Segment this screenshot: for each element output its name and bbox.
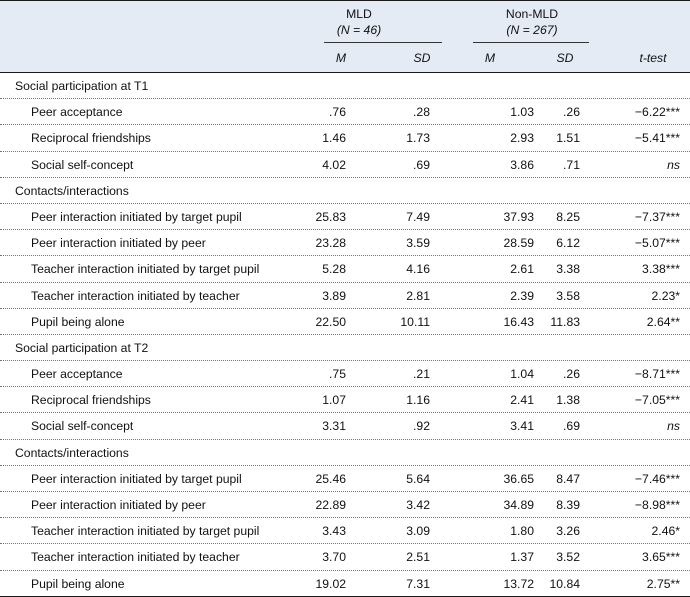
group-mld-n: (N = 46) [336, 23, 382, 37]
cell-t: 2.23* [651, 288, 680, 303]
table-row [0, 152, 690, 178]
table-row [0, 256, 690, 282]
cell-m2: 1.80 [510, 524, 534, 539]
cell-m1: 1.07 [322, 393, 346, 408]
row-label: Teacher interaction initiated by teacher [31, 550, 240, 565]
cell-sd1: 2.81 [406, 288, 430, 303]
cell-t: −6.22*** [634, 105, 680, 120]
cell-sd2: .26 [563, 367, 580, 382]
table-row [0, 361, 690, 387]
cell-sd1: 7.49 [406, 209, 430, 224]
cell-sd2: 1.38 [556, 393, 580, 408]
group-nonmld-n: (N = 267) [506, 23, 558, 37]
cell-t: −7.05*** [634, 393, 680, 408]
cell-sd2: 3.58 [556, 288, 580, 303]
table-row [0, 99, 690, 125]
cell-sd2: 11.83 [550, 314, 580, 329]
cell-sd1: 7.31 [406, 576, 430, 591]
cell-m2: 1.04 [510, 367, 534, 382]
row-label: Reciprocal friendships [31, 131, 151, 146]
cell-m1: .76 [329, 105, 346, 120]
section-row [0, 73, 690, 99]
row-label: Peer interaction initiated by peer [31, 236, 206, 251]
row-label: Social self-concept [31, 419, 134, 434]
section-row [0, 335, 690, 361]
cell-sd2: 1.51 [556, 131, 580, 146]
cell-sd2: .26 [563, 105, 580, 120]
table-row [0, 544, 690, 570]
cell-sd1: 2.51 [406, 550, 430, 565]
cell-m1: 19.02 [315, 576, 346, 591]
cell-sd1: .92 [413, 419, 430, 434]
cell-m2: 1.03 [510, 105, 534, 120]
cell-m1: 3.70 [322, 550, 346, 565]
cell-t: 2.64** [646, 314, 680, 329]
col-header-sd2: SD [556, 51, 574, 65]
cell-t: −8.98*** [634, 498, 680, 512]
table-body [0, 73, 690, 597]
table-row [0, 387, 690, 413]
cell-m1: 25.46 [315, 471, 346, 486]
cell-t: −7.46*** [634, 471, 680, 486]
col-header-sd1: SD [413, 51, 431, 65]
col-header-m1: M [335, 51, 347, 65]
cell-sd1: 3.59 [406, 236, 430, 251]
row-label: Peer interaction initiated by peer [31, 498, 206, 512]
cell-t: 3.65*** [642, 550, 680, 565]
cell-sd1: 4.16 [406, 262, 430, 277]
table-row [0, 413, 690, 439]
section-label: Contacts/interactions [15, 445, 129, 460]
cell-t: ns [667, 419, 680, 434]
cell-m2: 2.41 [510, 393, 534, 408]
table-row [0, 125, 690, 151]
col-header-m2: M [484, 51, 496, 65]
cell-m1: 3.89 [322, 288, 346, 303]
cell-t: ns [667, 157, 680, 172]
cell-t: −7.37*** [634, 209, 680, 224]
group-nonmld-rule [473, 42, 589, 43]
cell-sd2: 3.26 [556, 524, 580, 539]
cell-t: 3.38*** [642, 262, 680, 277]
row-label: Teacher interaction initiated by teacher [31, 288, 240, 303]
cell-m2: 28.59 [503, 236, 534, 251]
cell-m1: 1.46 [322, 131, 346, 146]
table-row [0, 283, 690, 309]
table-row [0, 466, 690, 492]
cell-m1: .75 [329, 367, 346, 382]
table-row [0, 571, 690, 597]
cell-sd2: 8.39 [556, 498, 580, 512]
cell-t: 2.46* [651, 524, 680, 539]
row-label: Peer interaction initiated by target pupil [31, 471, 242, 486]
table-row [0, 492, 690, 518]
table-row [0, 230, 690, 256]
cell-sd2: 8.47 [556, 471, 580, 486]
row-label: Reciprocal friendships [31, 393, 151, 408]
cell-m1: 3.31 [322, 419, 346, 434]
row-label: Teacher interaction initiated by target pupil [31, 524, 260, 539]
table-row [0, 309, 690, 335]
cell-sd1: 3.09 [406, 524, 430, 539]
cell-m1: 3.43 [322, 524, 346, 539]
cell-sd2: 3.38 [556, 262, 580, 277]
cell-t: −5.07*** [634, 236, 680, 251]
cell-sd1: 1.16 [406, 393, 430, 408]
group-mld-rule [324, 42, 442, 43]
row-label: Peer interaction initiated by target pupil [31, 209, 242, 224]
table-row [0, 518, 690, 544]
cell-sd1: 3.42 [406, 498, 430, 512]
cell-sd1: 10.11 [400, 314, 430, 329]
cell-sd1: .21 [413, 367, 430, 382]
section-label: Contacts/interactions [15, 183, 129, 198]
cell-m1: 22.89 [315, 498, 346, 512]
row-label: Pupil being alone [31, 314, 125, 329]
cell-m2: 16.43 [503, 314, 534, 329]
cell-sd1: 1.73 [406, 131, 430, 146]
cell-m2: 2.93 [510, 131, 534, 146]
table-row [0, 204, 690, 230]
row-label: Peer acceptance [31, 367, 123, 382]
cell-m1: 22.50 [315, 314, 346, 329]
cell-sd2: .71 [563, 157, 580, 172]
cell-sd2: 10.84 [549, 576, 580, 591]
group-nonmld-header [488, 6, 576, 38]
section-label: Social participation at T2 [15, 340, 149, 355]
col-header-ttest: t-test [639, 51, 667, 65]
section-row [0, 178, 690, 204]
cell-m2: 1.37 [510, 550, 534, 565]
section-row [0, 440, 690, 466]
cell-sd2: 6.12 [556, 236, 580, 251]
cell-sd1: .69 [413, 157, 430, 172]
row-label: Teacher interaction initiated by target pupil [31, 262, 260, 277]
table-header [0, 0, 690, 73]
cell-sd2: 8.25 [556, 209, 580, 224]
cell-m2: 37.93 [503, 209, 534, 224]
cell-t: 2.75** [646, 576, 680, 591]
cell-m2: 36.65 [503, 471, 534, 486]
cell-m2: 3.41 [510, 419, 534, 434]
group-mld-label: MLD [346, 7, 372, 21]
cell-sd1: 5.64 [406, 471, 430, 486]
row-label: Pupil being alone [31, 576, 125, 591]
row-label: Peer acceptance [31, 105, 123, 120]
cell-t: −5.41*** [634, 131, 680, 146]
cell-m1: 25.83 [315, 209, 346, 224]
cell-m1: 23.28 [315, 236, 346, 251]
cell-m2: 13.72 [503, 576, 534, 591]
cell-m2: 3.86 [510, 157, 534, 172]
cell-sd2: .69 [563, 419, 580, 434]
cell-t: −8.71*** [634, 367, 680, 382]
cell-m2: 2.39 [510, 288, 534, 303]
group-nonmld-label: Non-MLD [505, 7, 559, 21]
group-mld-header [318, 6, 400, 38]
cell-m1: 4.02 [322, 157, 346, 172]
row-label: Social self-concept [31, 157, 134, 172]
cell-sd1: .28 [413, 105, 430, 120]
section-label: Social participation at T1 [15, 79, 149, 93]
cell-m1: 5.28 [322, 262, 346, 277]
cell-sd2: 3.52 [556, 550, 580, 565]
cell-m2: 34.89 [503, 498, 534, 512]
cell-m2: 2.61 [510, 262, 534, 277]
